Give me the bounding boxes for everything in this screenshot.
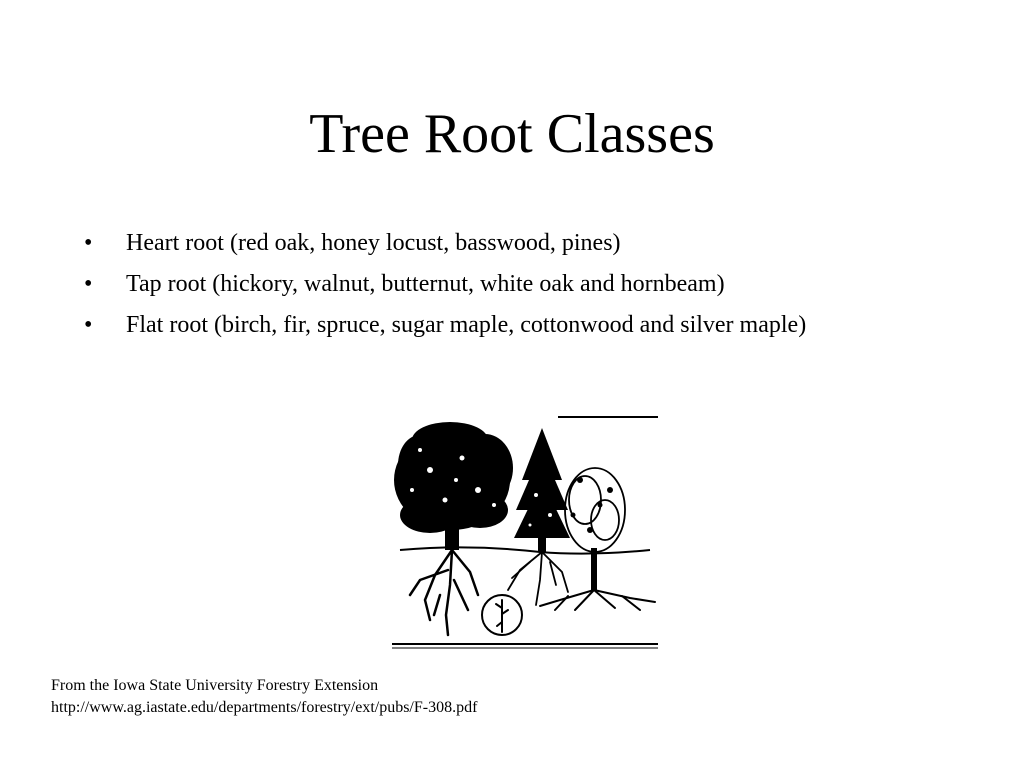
bullet-icon: •: [84, 230, 93, 256]
bullet-item-heart-root: [84, 228, 806, 258]
bullet-item-tap-root: [84, 269, 806, 299]
bullet-text: Heart root (red oak, honey locust, basswood, pines): [126, 230, 621, 256]
bullet-text: Flat root (birch, fir, spruce, sugar maple, cottonwood and silver maple): [126, 312, 807, 338]
citation-source-line: From the Iowa State University Forestry Extension: [51, 677, 379, 694]
bullet-text: Tap root (hickory, walnut, butternut, white oak and hornbeam): [126, 271, 725, 297]
bullet-item-flat-root: [84, 310, 806, 340]
tree-roots-illustration-icon: [390, 410, 660, 655]
bullet-list: [84, 228, 806, 351]
citation-url-line: http://www.ag.iastate.edu/departments/forestry/ext/pubs/F-308.pdf: [51, 699, 478, 716]
slide-title: Tree Root Classes: [309, 103, 715, 165]
bullet-icon: •: [84, 312, 93, 338]
source-citation: [51, 675, 477, 719]
bullet-icon: •: [84, 271, 93, 297]
